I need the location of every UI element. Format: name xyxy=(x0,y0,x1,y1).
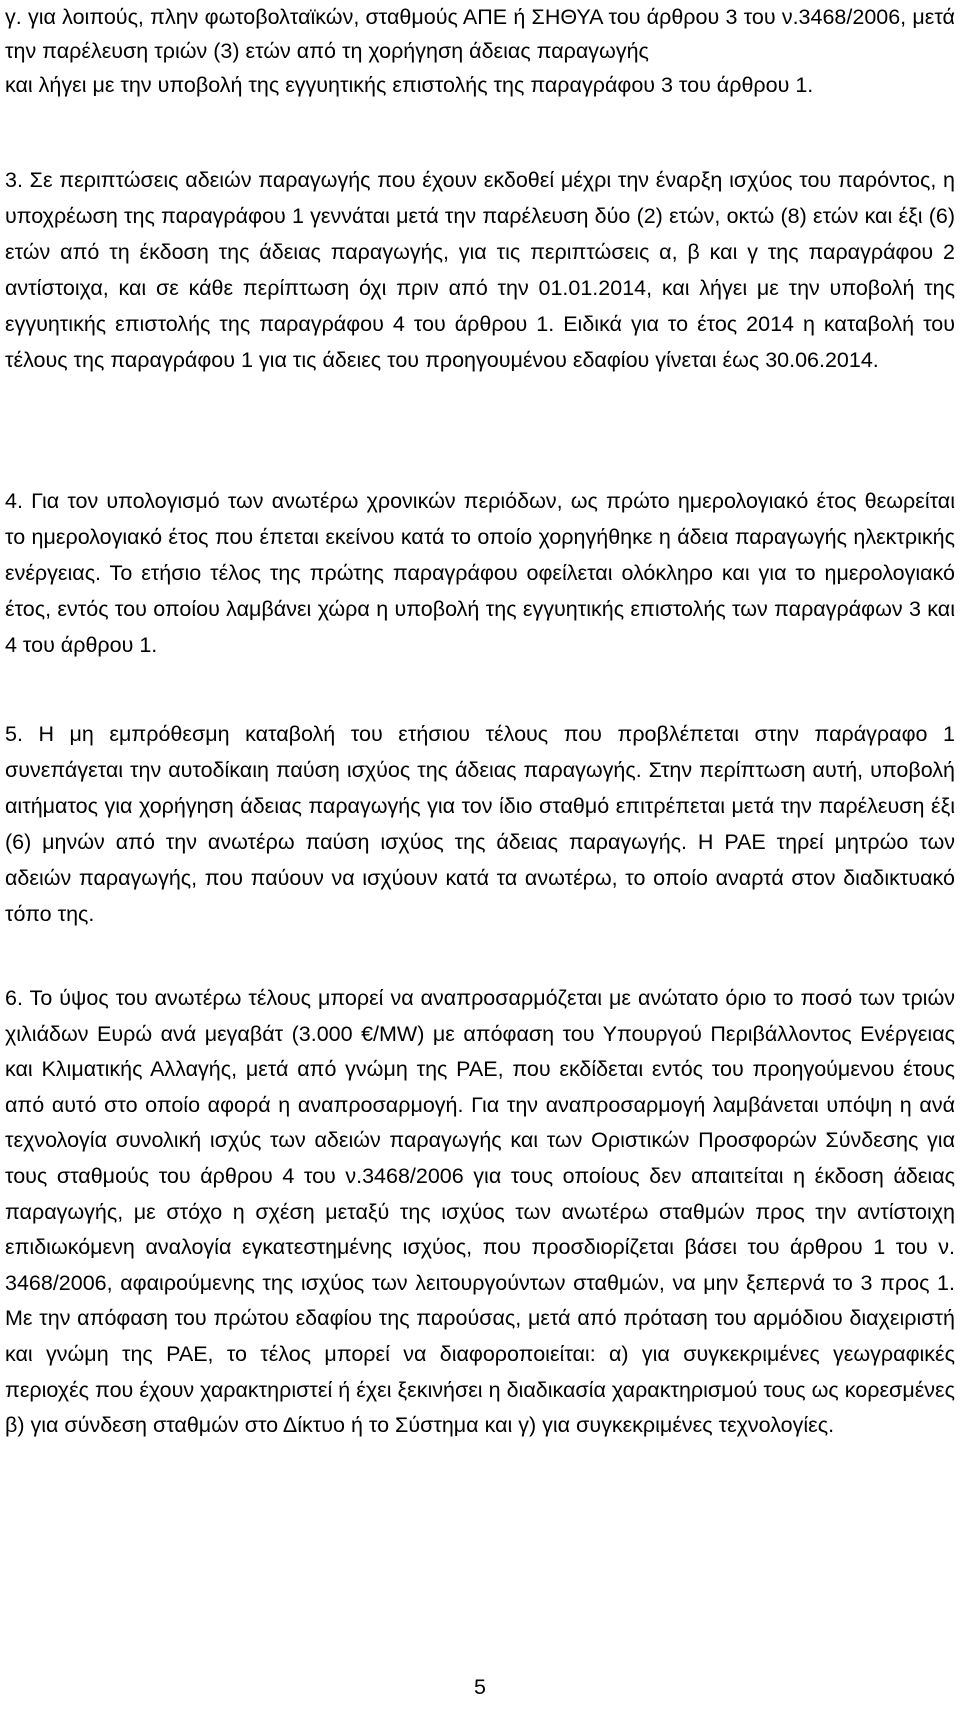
paragraph-3: 3. Σε περιπτώσεις αδειών παραγωγής που έχουν εκδοθεί μέχρι την έναρξη ισχύος του παρόντος, η υποχρέωση της παραγράφου 1 γεννάται μετά την παρέλευση δύο (2) ετών, οκτώ (8) ετών και έξι (6) ετών από τη έκδοση της άδειας παραγωγής, για τις περιπτώσεις α, β και γ της παραγράφου 2 αντίστοιχα, και σε κάθε περίπτωση όχι πριν από την 01.01.2014, και λήγει με την υποβολή της εγγυητικής επιστολής της παραγράφου 4 του άρθρου 1. Ειδικά για το έτος 2014 η καταβολή του τέλους της παραγράφου 1 για τις άδειες του προηγουμένου εδαφίου γίνεται έως 30.06.2014. xyxy=(5,168,955,372)
page-number: 5 xyxy=(474,1675,486,1699)
paragraph-g-line1: γ. για λοιπούς, πλην φωτοβολταϊκών, σταθμούς ΑΠΕ ή ΣΗΘΥΑ του άρθρου 3 του ν.3468/2006, μετά την παρέλευση τριών (3) ετών από τη χορήγηση άδειας παραγωγής xyxy=(5,5,955,63)
paragraph-6: 6. Το ύψος του ανωτέρω τέλους μπορεί να αναπροσαρμόζεται με ανώτατο όριο το ποσό των τριών χιλιάδων Ευρώ ανά μεγαβάτ (3.000 €/MW) με απόφαση του Υπουργού Περιβάλλοντος Ενέργειας και Κλιματικής Αλλαγής, μετά από γνώμη της ΡΑΕ, που εκδίδεται εντός του προηγούμενου έτους από αυτό στο οποίο αφορά η αναπροσαρμογή. Για την αναπροσαρμογή λαμβάνεται υπόψη η ανά τεχνολογία συνολική ισχύς των αδειών παραγωγής και των Οριστικών Προσφορών Σύνδεσης για τους σταθμούς του άρθρου 4 του ν.3468/2006 για τους οποίους δεν απαιτείται η έκδοση άδειας παραγωγής, με στόχο η σχέση μεταξύ της ισχύος των ανωτέρω σταθμών προς την αντίστοιχη επιδιωκόμενη αναλογία εγκατεστημένης ισχύος, που προσδιορίζεται βάσει του άρθρου 1 του ν. 3468/2006, αφαιρούμενης της ισχύος των λειτουργούντων σταθμών, να μην ξεπερνά το 3 προς 1. Με την απόφαση του πρώτου εδαφίου της παρούσας, μετά από πρόταση του αρμόδιου διαχειριστή και γνώμη της ΡΑΕ, το τέλος μπορεί να διαφοροποιείται: α) για συγκεκριμένες γεωγραφικές περιοχές που έχουν χαρακτηριστεί ή έχει ξεκινήσει η διαδικασία χαρακτηρισμού τους ως κορεσμένες β) για σύνδεση σταθμών στο Δίκτυο ή το Σύστημα και γ) για συγκεκριμένες τεχνολογίες. xyxy=(5,986,955,1438)
paragraph-5: 5. Η μη εμπρόθεσμη καταβολή του ετήσιου τέλους που προβλέπεται στην παράγραφο 1 συνεπάγεται την αυτοδίκαιη παύση ισχύος της άδειας παραγωγής. Στην περίπτωση αυτή, υποβολή αιτήματος για χορήγηση άδειας παραγωγής για τον ίδιο σταθμό επιτρέπεται μετά την παρέλευση έξι (6) μηνών από την ανωτέρω παύση ισχύος της άδειας παραγωγής. Η ΡΑΕ τηρεί μητρώο των αδειών παραγωγής, που παύουν να ισχύουν κατά τα ανωτέρω, το οποίο αναρτά στον διαδικτυακό τόπο της. xyxy=(5,722,955,926)
paragraph-g xyxy=(5,0,955,102)
paragraph-4: 4. Για τον υπολογισμό των ανωτέρω χρονικών περιόδων, ως πρώτο ημερολογιακό έτος θεωρείται το ημερολογιακό έτος που έπεται εκείνου κατά το οποίο χορηγήθηκε η άδεια παραγωγής ηλεκτρικής ενέργειας. Το ετήσιο τέλος της πρώτης παραγράφου οφείλεται ολόκληρο και για το ημερολογιακό έτος, εντός του οποίου λαμβάνει χώρα η υποβολή της εγγυητικής επιστολής των παραγράφων 3 και 4 του άρθρου 1. xyxy=(5,489,955,657)
paragraph-g-line2: και λήγει με την υποβολή της εγγυητικής επιστολής της παραγράφου 3 του άρθρου 1. xyxy=(5,73,814,97)
